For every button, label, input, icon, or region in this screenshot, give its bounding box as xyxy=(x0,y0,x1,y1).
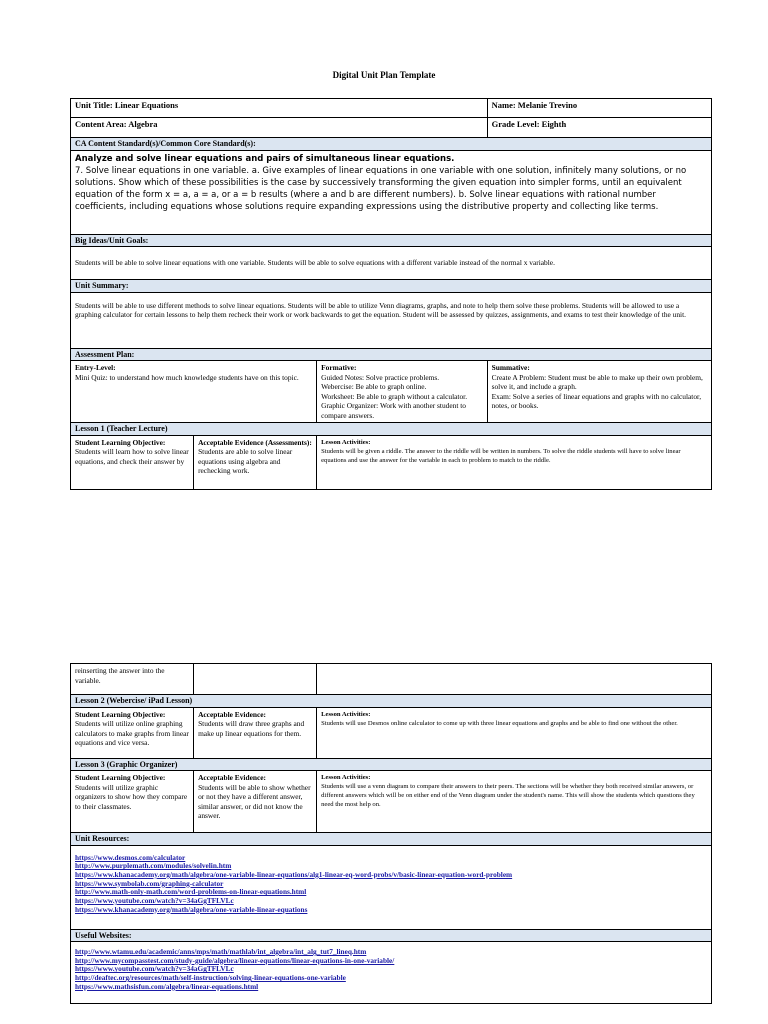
lesson3-heading: Lesson 3 (Graphic Organizer) xyxy=(71,758,712,771)
lesson3-objective-label: Student Learning Objective: xyxy=(75,773,166,782)
useful-websites-heading: Useful Websites: xyxy=(71,929,712,942)
unit-summary-heading: Unit Summary: xyxy=(71,280,712,293)
unit-plan-table-continued xyxy=(70,663,712,1004)
assessment-heading: Assessment Plan: xyxy=(71,348,712,361)
lesson3-activities-text: Students will use a venn diagram to compare their answers to their peers. The sections will be whether they both received similar answers, or different answers which will be on either end of the Venn diagram under the student's name. This will show the students which questions they need the most help on. xyxy=(321,783,695,808)
website-link[interactable]: http://www.wtamu.edu/academic/anns/mps/math/mathlab/int_algebra/int_alg_tut7_lineq.htm xyxy=(75,947,367,956)
lesson3-evidence-cell xyxy=(194,771,317,833)
resource-link[interactable]: https://www.khanacademy.org/math/algebra/one-variable-linear-equations/alg1-linear-eq-word-probs/v/basic-linear-equation-word-problem xyxy=(75,869,513,879)
resource-link[interactable]: https://www.youtube.com/watch?v=34aGgTFLVLc xyxy=(75,896,234,906)
standards-line-2: 7. Solve linear equations in one variable. a. Give examples of linear equations in one variable with one solution, infinitely many solutions, or no solutions. Show which of these possibilities is the case by successively transforming the given equation into simpler forms, until an equivalent equation of the form x = a, a = a, or a = b results (where a and b are different numbers). b. Solve linear equations with rational number coefficients, including equations whose solutions require expanding expressions using the distributive property and collecting like terms. xyxy=(75,165,687,212)
formative-item: Guided Notes: Solve practice problems. xyxy=(321,372,440,382)
summative-cell xyxy=(487,361,711,423)
useful-websites-list xyxy=(71,942,712,1004)
lesson3-evidence-text: Students will be able to show whether or not they have a different answer, similar answer, or did not know the answer. xyxy=(198,782,311,820)
lesson1-activities-text: Students will be given a riddle. The answer to the riddle will be written in numbers. To solve the riddle students will have to solve linear equations and use the answer for the variable in each to problem to match to the riddle. xyxy=(321,447,681,464)
lesson1-objective-text: Students will learn how to solve linear equations, and check their answer by xyxy=(75,447,189,466)
lesson1-activities-continued xyxy=(317,664,712,695)
big-ideas-heading: Big Ideas/Unit Goals: xyxy=(71,234,712,247)
lesson2-evidence-label: Acceptable Evidence: xyxy=(198,709,267,719)
summative-item: Create A Problem: Student must be able to make up their own problem, solve it, and include a graph. xyxy=(491,372,703,391)
website-link[interactable]: http://deaftec.org/resources/math/self-instruction/solving-linear-equations-one-variable xyxy=(75,973,346,983)
lesson1-objective-cell xyxy=(71,435,194,489)
lesson1-evidence-continued xyxy=(194,664,317,695)
lesson2-heading: Lesson 2 (Webercise/ iPad Lesson) xyxy=(71,695,712,708)
lesson1-objective-label: Student Learning Objective: xyxy=(75,437,166,447)
lesson2-objective-text: Students will utilize online graphing calculators to make graphs from linear equations and vice versa. xyxy=(75,719,189,747)
resource-link[interactable]: https://www.desmos.com/calculator xyxy=(75,852,186,862)
lesson2-activities-text: Students will use Desmos online calculator to come up with three linear equations and graphs and be able to find one without the other. xyxy=(321,719,678,727)
unit-summary-text: Students will be able to use different methods to solve linear equations. Students will be able to utilize Venn diagrams, graphs, and note to help them solve these problems. Students will be allowed to use a graphing calculator for certain lessons to help them recheck their work or work backwards to get the equation. Student will be assessed by quizzes, assignments, and exams to test their knowledge of the unit. xyxy=(71,292,712,348)
lesson2-objective-label: Student Learning Objective: xyxy=(75,709,166,719)
entry-level-cell xyxy=(71,361,317,423)
standards-content xyxy=(71,150,712,234)
lesson1-heading: Lesson 1 (Teacher Lecture) xyxy=(71,423,712,436)
lesson1-evidence-label: Acceptable Evidence (Assessments): xyxy=(198,437,312,447)
unit-resources-list xyxy=(71,845,712,929)
website-link[interactable]: https://www.mathsisfun.com/algebra/linear-equations.html xyxy=(75,981,259,991)
formative-item: Worksheet: Be able to graph without a calculator. xyxy=(321,391,468,401)
resource-link[interactable]: http://www.purplemath.com/modules/solvelin.htm xyxy=(75,861,232,871)
lesson2-evidence-cell xyxy=(194,707,317,758)
entry-level-label: Entry-Level: xyxy=(75,363,116,372)
lesson3-activities-label: Lesson Activities: xyxy=(321,774,371,781)
lesson1-activities-label: Lesson Activities: xyxy=(321,438,371,446)
lesson1-evidence-cell xyxy=(194,435,317,489)
lesson2-activities-cell xyxy=(317,707,712,758)
standards-heading: CA Content Standard(s)/Common Core Standard(s): xyxy=(71,138,712,151)
lesson3-objective-text: Students will utilize graphic organizers to show how they compare to their classmates. xyxy=(75,782,188,811)
lesson3-objective-cell xyxy=(71,771,194,833)
summative-item: Exam: Solve a series of linear equations and graphs with no calculator, notes, or books. xyxy=(491,391,702,410)
formative-cell xyxy=(317,361,487,423)
standards-line-1: Analyze and solve linear equations and pairs of simultaneous linear equations. xyxy=(75,153,455,164)
lesson1-objective-continued: reinserting the answer into the variable. xyxy=(71,664,194,695)
lesson3-evidence-label: Acceptable Evidence: xyxy=(198,773,267,782)
unit-plan-page-1 xyxy=(70,98,712,490)
summative-label: Summative: xyxy=(491,363,530,372)
formative-item: Webercise: Be able to graph online. xyxy=(321,382,427,391)
unit-title: Unit Title: Linear Equations xyxy=(71,99,488,118)
lesson1-activities-cell xyxy=(317,435,712,489)
website-link[interactable]: https://www.youtube.com/watch?v=34aGgTFLVLc xyxy=(75,964,234,974)
lesson2-activities-label: Lesson Activities: xyxy=(321,710,371,718)
lesson2-evidence-text: Students will draw three graphs and make up linear equations for them. xyxy=(198,719,305,738)
lesson2-objective-cell xyxy=(71,707,194,758)
resource-link[interactable]: https://www.khanacademy.org/math/algebra/one-variable-linear-equations xyxy=(75,904,308,914)
website-link[interactable]: http://www.mycompasstest.com/study-guide/algebra/linear-equations/linear-equations-in-one-variable/ xyxy=(75,955,395,965)
teacher-name: Name: Melanie Trevino xyxy=(487,99,711,118)
unit-resources-heading: Unit Resources: xyxy=(71,833,712,846)
resource-link[interactable]: http://www.math-only-math.com/word-problems-on-linear-equations.html xyxy=(75,887,307,897)
formative-label: Formative: xyxy=(321,363,357,372)
lesson3-activities-cell xyxy=(317,771,712,833)
resource-link[interactable]: https://www.symbolab.com/graphing-calculator xyxy=(75,878,224,888)
grade-level: Grade Level: Eighth xyxy=(487,118,711,138)
unit-plan-table xyxy=(70,98,712,490)
document-title: Digital Unit Plan Template xyxy=(332,70,436,80)
unit-plan-page-2 xyxy=(70,663,712,1004)
entry-level-text: Mini Quiz: to understand how much knowledge students have on this topic. xyxy=(75,372,299,382)
lesson1-evidence-text: Students are able to solve linear equations using algebra and rechecking work. xyxy=(198,447,293,475)
big-ideas-text: Students will be able to solve linear equations with one variable. Students will be able to solve equations with a different variable instead of the normal x variable. xyxy=(71,247,712,280)
content-area: Content Area: Algebra xyxy=(71,118,488,138)
formative-item: Graphic Organizer: Work with another student to compare answers. xyxy=(321,401,466,420)
